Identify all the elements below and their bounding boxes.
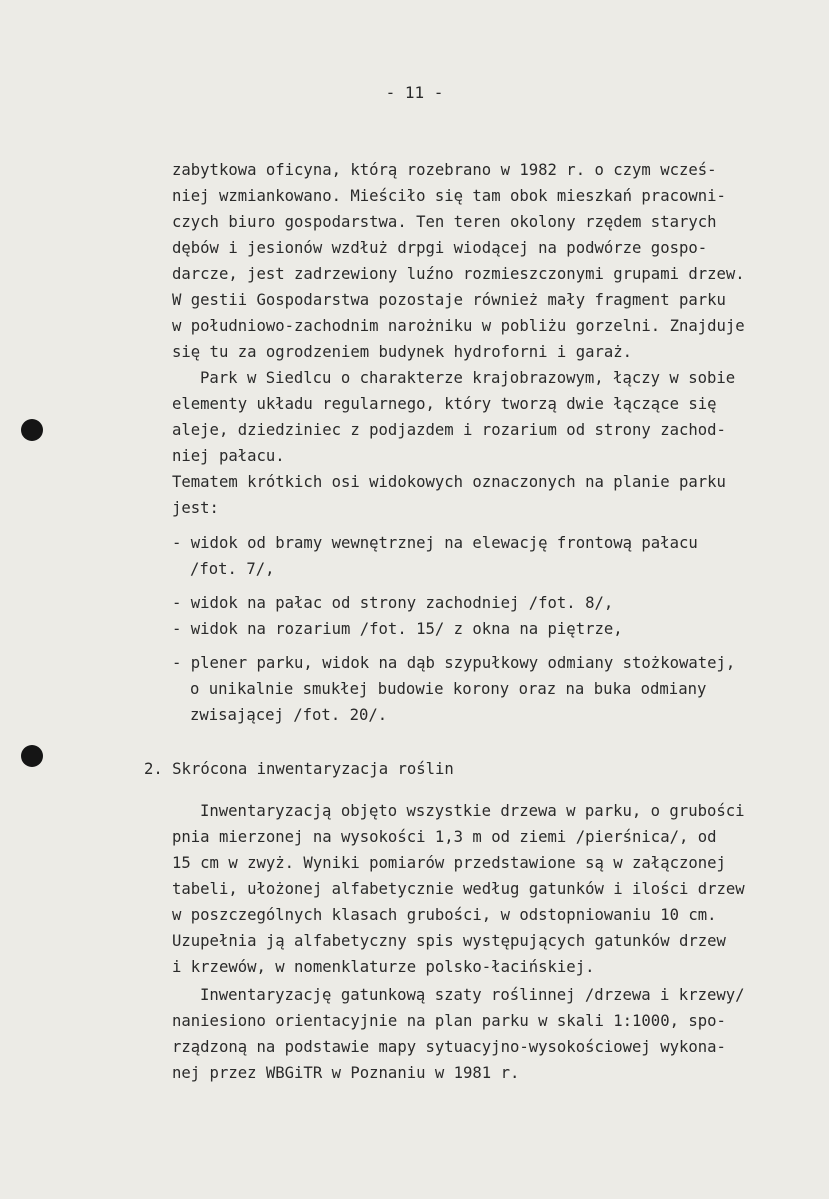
text-line: Tematem krótkich osi widokowych oznaczonych na planie parku — [172, 473, 726, 491]
text-line: w poszczególnych klasach grubości, w odstopniowaniu 10 cm. — [172, 906, 717, 924]
text-line: nej przez WBGiTR w Poznaniu w 1981 r. — [172, 1064, 520, 1082]
text-line: rządzoną na podstawie mapy sytuacyjno-wysokościowej wykona- — [172, 1038, 726, 1056]
text-line: naniesiono orientacyjnie na plan parku w skali 1:1000, spo- — [172, 1012, 726, 1030]
text-line: W gestii Gospodarstwa pozostaje również mały fragment parku — [172, 291, 726, 309]
text-line: 15 cm w zwyż. Wyniki pomiarów przedstawione są w załączonej — [172, 854, 726, 872]
text-line: jest: — [172, 499, 219, 517]
text-line: - plener parku, widok na dąb szypułkowy odmiany stożkowatej, — [172, 654, 736, 672]
text-line: o unikalnie smukłej budowie korony oraz na buka odmiany — [190, 680, 707, 698]
text-line: zabytkowa oficyna, którą rozebrano w 1982 r. o czym wcześ- — [172, 161, 717, 179]
text-line: niej wzmiankowano. Mieściło się tam obok mieszkań pracowni- — [172, 187, 726, 205]
text-line: Uzupełnia ją alfabetyczny spis występujących gatunków drzew — [172, 932, 726, 950]
punch-hole — [21, 419, 43, 441]
text-line: Inwentaryzację gatunkową szaty roślinnej /drzewa i krzewy/ — [200, 986, 745, 1004]
text-line: darcze, jest zadrzewiony luźno rozmieszczonymi grupami drzew. — [172, 265, 745, 283]
section-heading: 2. Skrócona inwentaryzacja roślin — [144, 760, 454, 778]
text-line: - widok na pałac od strony zachodniej /fot. 8/, — [172, 594, 614, 612]
text-line: Park w Siedlcu o charakterze krajobrazowym, łączy w sobie — [200, 369, 736, 387]
text-line: pnia mierzonej na wysokości 1,3 m od ziemi /pierśnica/, od — [172, 828, 717, 846]
text-line: niej pałacu. — [172, 447, 285, 465]
text-line: dębów i jesionów wzdłuż drpgi wiodącej na podwórze gospo- — [172, 239, 708, 257]
text-line: i krzewów, w nomenklaturze polsko-łacińskiej. — [172, 958, 595, 976]
page-number: - 11 - — [385, 83, 444, 102]
text-line: w południowo-zachodnim narożniku w pobliżu gorzelni. Znajduje — [172, 317, 745, 335]
text-line: czych biuro gospodarstwa. Ten teren okolony rzędem starych — [172, 213, 717, 231]
text-line: Inwentaryzacją objęto wszystkie drzewa w parku, o grubości — [200, 802, 745, 820]
text-line: /fot. 7/, — [190, 560, 275, 578]
text-line: - widok na rozarium /fot. 15/ z okna na piętrze, — [172, 620, 623, 638]
punch-hole — [21, 745, 43, 767]
text-line: aleje, dziedziniec z podjazdem i rozarium od strony zachod- — [172, 421, 726, 439]
text-line: - widok od bramy wewnętrznej na elewację frontową pałacu — [172, 534, 698, 552]
text-line: tabeli, ułożonej alfabetycznie według gatunków i ilości drzew — [172, 880, 745, 898]
text-line: elementy układu regularnego, który tworzą dwie łączące się — [172, 395, 717, 413]
text-line: zwisającej /fot. 20/. — [190, 706, 388, 724]
text-line: się tu za ogrodzeniem budynek hydroforni i garaż. — [172, 343, 633, 361]
